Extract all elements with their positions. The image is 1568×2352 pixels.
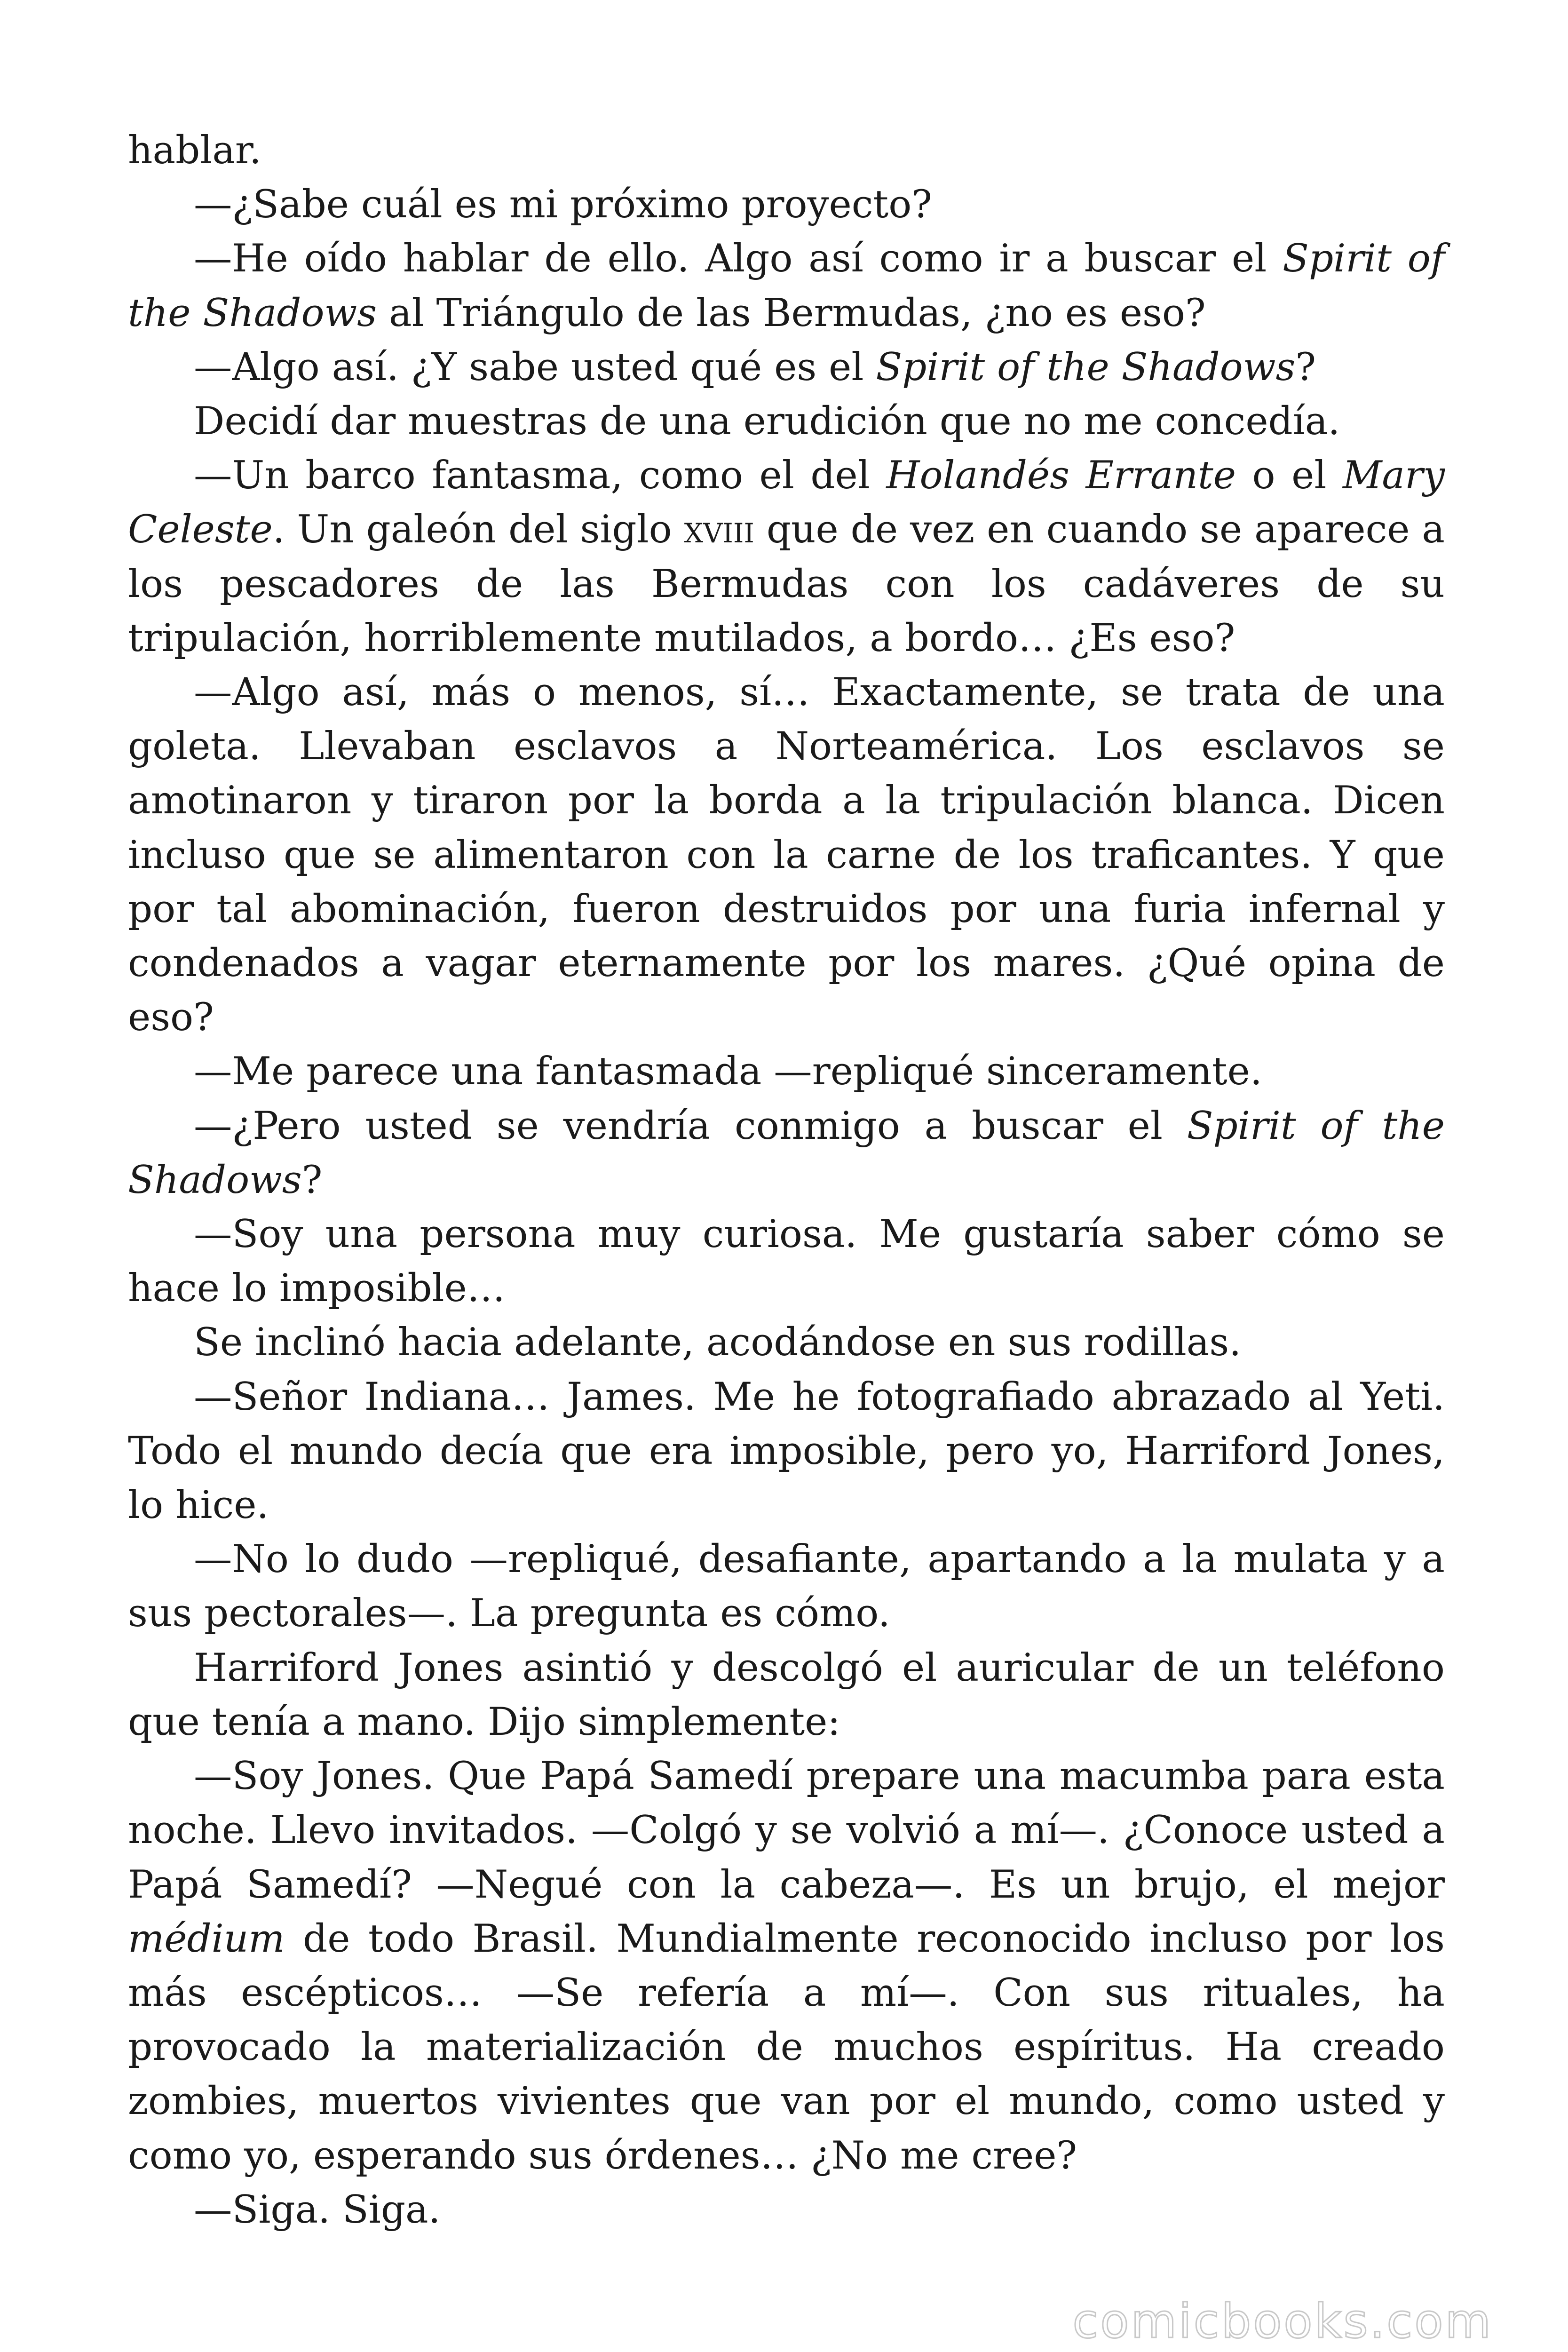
text-run: —Señor Indiana… James. Me he fotografiado abrazado al Yeti. Todo el mundo decía que era imposible, pero yo, Harriford Jones, lo hice. [128,1374,1445,1528]
text-run: —No lo dudo —repliqué, desafiante, apartando a la mulata y a sus pectorales—. La pregunta es cómo. [128,1537,1445,1636]
text-run: que de vez en cuando se aparece a los pescadores de las Bermudas con los cadáveres de su tripulación, horriblemente mutilados, a bordo… ¿Es eso? [128,507,1445,660]
text-run: —Algo así, más o menos, sí… Exactamente, se trata de una goleta. Llevaban esclavos a Norteamérica. Los esclavos se amotinaron y tiraron por la borda a la tripulación blanca. Dicen incluso que se alimentaron con la carne de los traficantes. Y que por tal abominación, fueron destruidos por una furia infernal y condenados a vagar eternamente por los mares. ¿Qué opina de eso? [128,670,1445,1040]
paragraph [128,231,1445,340]
paragraph [128,1749,1445,2183]
paragraph [128,1641,1445,1749]
text-run: . Un galeón del siglo [272,507,684,552]
paragraph [128,448,1445,665]
paragraph [128,340,1445,394]
text-run: —Siga. Siga. [194,2187,441,2232]
text-run: —¿Sabe cuál es mi próximo proyecto? [194,182,932,227]
watermark: comicbooks.com [1072,2294,1493,2349]
paragraph [128,1315,1445,1369]
paragraph [128,1370,1445,1533]
text-run: Harriford Jones asintió y descolgó el auricular de un teléfono que tenía a mano. Dijo simplemente: [128,1645,1445,1744]
paragraph [128,2183,1445,2237]
italic-text: médium [128,1916,285,1961]
text-run: —Soy una persona muy curiosa. Me gustaría saber cómo se hace lo imposible… [128,1212,1445,1311]
text-run: —Me parece una fantasmada —repliqué sinceramente. [194,1049,1262,1094]
italic-text: Spirit of the Shadows [128,236,1445,335]
paragraph [128,665,1445,1044]
italic-text: Spirit of the Shadows [128,1103,1445,1202]
text-run: ? [301,1157,323,1202]
text-run: —Soy Jones. Que Papá Samedí prepare una macumba para esta noche. Llevo invitados. —Colgó y se volvió a mí—. ¿Conoce usted a Papá Samedí? —Negué con la cabeza—. Es un brujo, el mejor [128,1754,1445,1907]
text-run: hablar. [128,128,261,173]
paragraph [128,123,1445,177]
body-text [128,123,1445,2237]
small-caps-text: xviii [684,507,754,552]
text-run: —Algo así. ¿Y sabe usted qué es el [194,344,876,389]
text-run: al Triángulo de las Bermudas, ¿no es eso? [377,290,1206,335]
text-run: —He oído hablar de ello. Algo así como ir a buscar el [194,236,1283,281]
paragraph [128,1207,1445,1315]
italic-text: Holandés Errante [886,453,1236,498]
text-run: de todo Brasil. Mundialmente reconocido incluso por los más escépticos… —Se refería a mí—. Con sus rituales, ha provocado la materialización de muchos espíritus. Ha creado zombies, muertos vivientes que van por el mundo, como usted y como yo, esperando sus órdenes… ¿No me cree? [128,1916,1445,2178]
text-run: ? [1295,344,1316,389]
text-run: —¿Pero usted se vendría conmigo a buscar el [194,1103,1187,1148]
text-run: —Un barco fantasma, como el del [194,453,887,498]
paragraph [128,394,1445,448]
italic-text: Mary Celeste [128,453,1445,552]
text-run: Se inclinó hacia adelante, acodándose en sus rodillas. [194,1320,1242,1365]
italic-text: Spirit of the Shadows [876,344,1296,389]
paragraph [128,1099,1445,1207]
text-run: o el [1235,453,1343,498]
text-run: Decidí dar muestras de una erudición que no me concedía. [194,399,1340,444]
paragraph [128,1044,1445,1098]
paragraph [128,177,1445,231]
paragraph [128,1532,1445,1640]
